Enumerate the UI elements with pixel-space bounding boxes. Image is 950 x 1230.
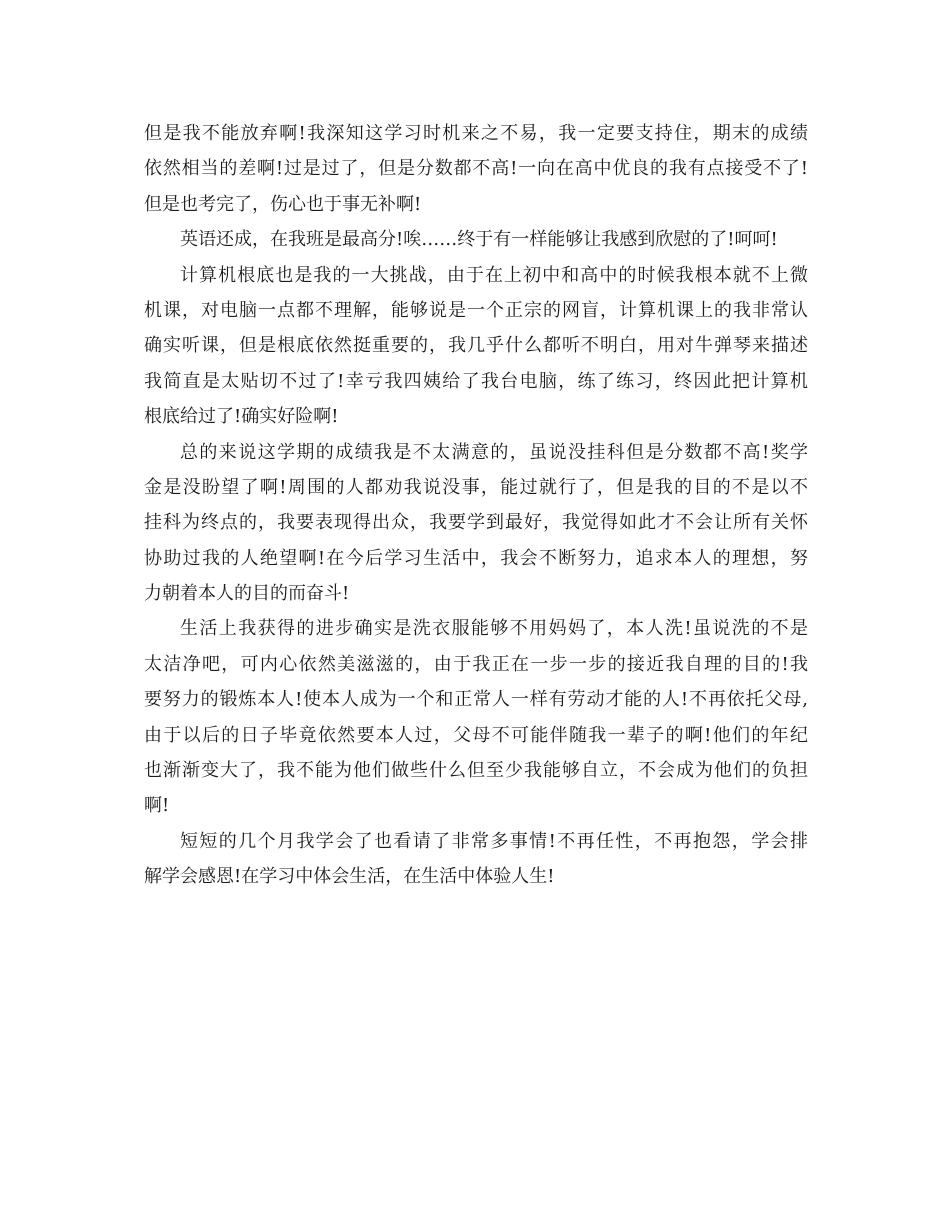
paragraph-4 [144, 435, 808, 612]
text-line: 也渐渐变大了，我不能为他们做些什么但至少我能够自立，不会成为他们的负担 [144, 760, 808, 782]
text-line: 啊! [144, 795, 170, 817]
text-line: 要努力的锻炼本人!使本人成为一个和正常人一样有劳动才能的人!不再依托父母, [144, 689, 808, 711]
document-body [144, 116, 808, 895]
text-line: 计算机根底也是我的一大挑战，由于在上初中和高中的时候我根本就不上微 [180, 264, 808, 286]
paragraph-1 [144, 116, 808, 222]
text-line: 短短的几个月我学会了也看请了非常多事情!不再任性，不再抱怨，学会排 [180, 830, 808, 852]
text-line: 由于以后的日子毕竟依然要本人过，父母不可能伴随我一辈子的啊!他们的年纪 [144, 724, 808, 746]
text-line: 金是没盼望了啊!周围的人都劝我说没事，能过就行了，但是我的目的不是以不 [144, 476, 808, 498]
text-line: 太洁净吧，可内心依然美滋滋的，由于我正在一步一步的接近我自理的目的!我 [144, 653, 808, 675]
text-line: 依然相当的差啊!过是过了，但是分数都不高!一向在高中优良的我有点接受不了! [144, 158, 808, 180]
paragraph-5 [144, 611, 808, 823]
text-line: 力朝着本人的目的而奋斗! [144, 583, 350, 605]
text-line: 英语还成，在我班是最高分!唉……终于有一样能够让我感到欣慰的了!呵呵! [180, 229, 778, 251]
text-line: 确实听课，但是根底依然挺重要的，我几乎什么都听不明白，用对牛弹琴来描述 [144, 335, 808, 357]
paragraph-6 [144, 824, 808, 895]
text-line: 生活上我获得的进步确实是洗衣服能够不用妈妈了，本人洗!虽说洗的不是 [180, 618, 808, 640]
text-line: 根底给过了!确实好险啊! [144, 406, 339, 428]
text-line: 我简直是太贴切不过了!幸亏我四姨给了我台电脑，练了练习，终因此把计算机 [144, 370, 808, 392]
text-line: 总的来说这学期的成绩我是不太满意的，虽说没挂科但是分数都不高!奖学 [180, 441, 808, 463]
paragraph-3 [144, 258, 808, 435]
text-line: 挂科为终点的，我要表现得出众，我要学到最好，我觉得如此才不会让所有关怀 [144, 512, 808, 534]
text-line: 机课，对电脑一点都不理解，能够说是一个正宗的网盲，计算机课上的我非常认 [144, 299, 808, 321]
text-line: 但是我不能放弃啊!我深知这学习时机来之不易，我一定要支持住，期末的成绩 [144, 123, 808, 144]
paragraph-2 [144, 222, 808, 257]
text-line: 协助过我的人绝望啊!在今后学习生活中，我会不断努力，追求本人的理想，努 [144, 547, 808, 569]
text-line: 但是也考完了，伤心也于事无补啊! [144, 193, 422, 215]
text-line: 解学会感恩!在学习中体会生活，在生活中体验人生! [144, 866, 555, 888]
